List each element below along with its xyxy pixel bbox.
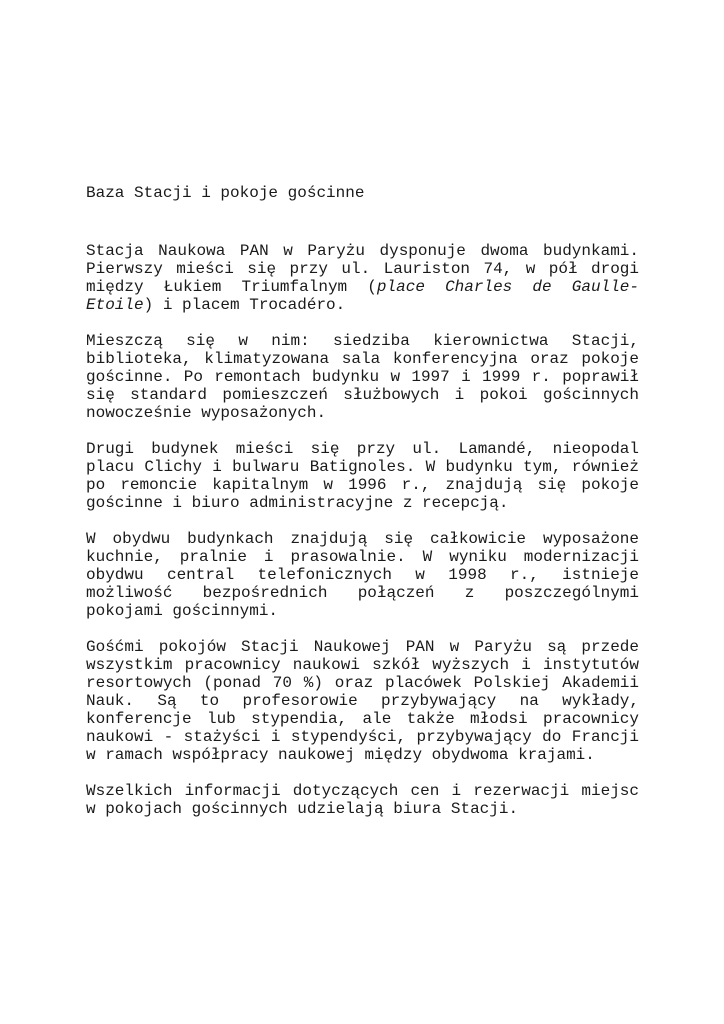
italic-place-name: place Charles de Gaulle-Etoile (86, 278, 639, 314)
paragraph-contact-info: Wszelkich informacji dotyczących cen i rezerwacji miejsc w pokojach gościnnych udzielają biura Stacji. (86, 782, 639, 818)
paragraph-text: ) i placem Trocadéro. (143, 296, 346, 314)
paragraph-facilities: W obydwu budynkach znajdują się całkowicie wyposażone kuchnie, pralnie i prasowalnie. W wyniku modernizacji obydwu central telefonicznych w 1998 r., istnieje możliwość bezpośrednich połączeń z poszczególnymi pokojami gościnnymi. (86, 530, 639, 620)
paragraph-lamande-building: Drugi budynek mieści się przy ul. Lamandé, nieopodal placu Clichy i bulwaru Batignoles. W budynku tym, również po remoncie kapitalnym w 1996 r., znajdują się pokoje gościnne i biuro administracyjne z recepcją. (86, 440, 639, 512)
document-heading: Baza Stacji i pokoje gościnne (86, 184, 365, 202)
paragraph-text: Stacja Naukowa PAN w Paryżu dysponuje dwoma budynkami. Pierwszy mieści się przy ul. Lauriston 74, w pół drogi między Łukiem Triumfalnym ( (86, 242, 639, 296)
paragraph-buildings-overview (86, 242, 639, 314)
document-body (86, 180, 639, 836)
paragraph-lauriston-building: Mieszczą się w nim: siedziba kierownictwa Stacji, biblioteka, klimatyzowana sala konferencyjna oraz pokoje gościnne. Po remontach budynku w 1997 i 1999 r. poprawił się standard pomieszczeń służbowych i pokoi gościnnych nowocześnie wyposażonych. (86, 332, 639, 422)
paragraph-guests: Gośćmi pokojów Stacji Naukowej PAN w Paryżu są przede wszystkim pracownicy naukowi szkół wyższych i instytutów resortowych (ponad 70 %) oraz placówek Polskiej Akademii Nauk. Są to profesorowie przybywający na wykłady, konferencje lub stypendia, ale także młodsi pracownicy naukowi - stażyści i stypendyści, przybywający do Francji w ramach współpracy naukowej między obydwoma krajami. (86, 638, 639, 764)
